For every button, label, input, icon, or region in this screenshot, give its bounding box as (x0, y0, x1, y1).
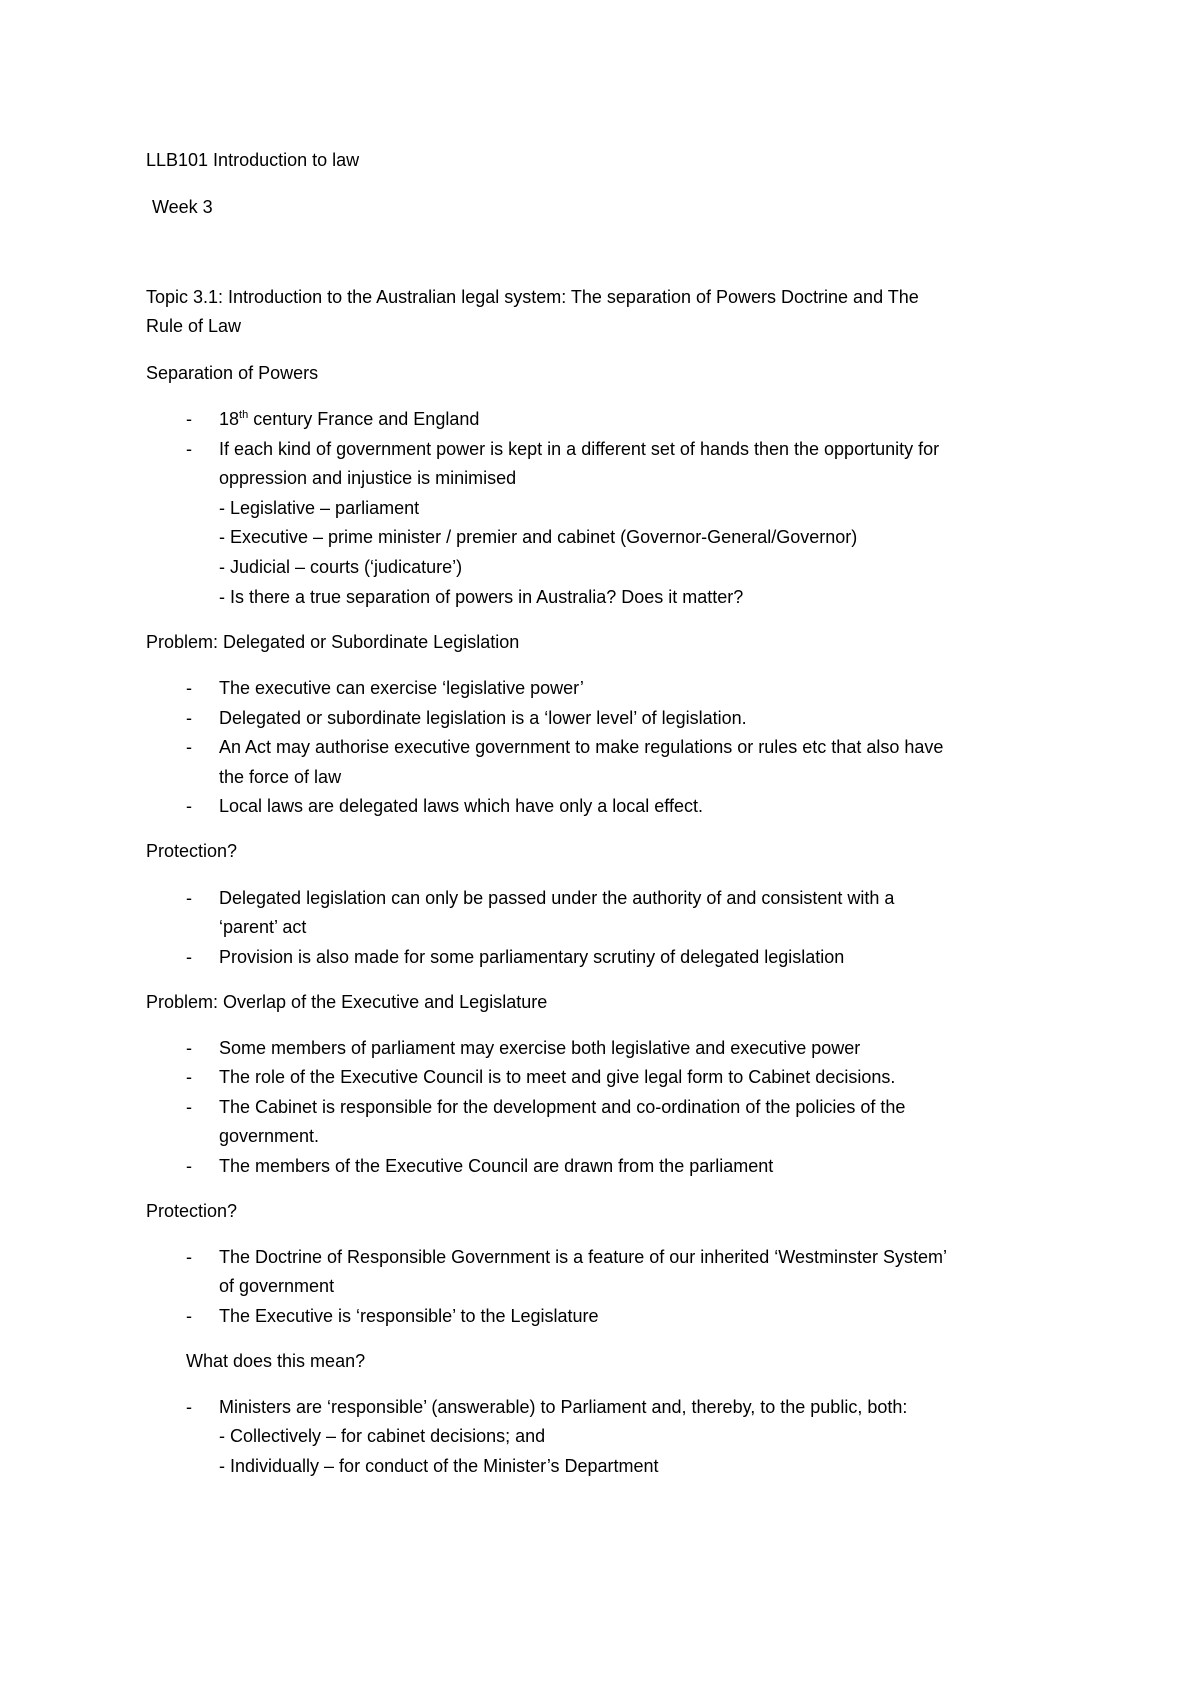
bullet-text: The Doctrine of Responsible Government is a feature of our inherited ‘Westminster System’ (219, 1247, 947, 1267)
sub-item: - Collectively – for cabinet decisions; and (219, 1426, 546, 1446)
bullet-text-continued: oppression and injustice is minimised (219, 468, 517, 488)
section-heading-protection-2: Protection? (146, 1201, 238, 1221)
bullet-text: Delegated or subordinate legislation is a ‘lower level’ of legislation. (219, 708, 747, 728)
bullet-text: Some members of parliament may exercise both legislative and executive power (219, 1038, 861, 1058)
bullet-dash: - (186, 1038, 192, 1058)
bullet-dash: - (186, 1397, 192, 1417)
bullet-dash: - (186, 1306, 192, 1326)
bullet-dash: - (186, 737, 192, 757)
sub-item: - Is there a true separation of powers in Australia? Does it matter? (219, 587, 744, 607)
bullet-dash: - (186, 1067, 192, 1087)
bullet-dash: - (186, 708, 192, 728)
topic-heading-line2: Rule of Law (146, 316, 242, 336)
section-heading-problem-overlap: Problem: Overlap of the Executive and Legislature (146, 992, 548, 1012)
bullet-dash: - (186, 678, 192, 698)
bullet-dash: - (186, 1097, 192, 1117)
bullet-text-continued: ‘parent’ act (219, 917, 307, 937)
week-label: Week 3 (152, 197, 213, 217)
sub-item: - Individually – for conduct of the Minister’s Department (219, 1456, 659, 1476)
bullet-dash: - (186, 1247, 192, 1267)
bullet-text: Provision is also made for some parliamentary scrutiny of delegated legislation (219, 947, 845, 967)
bullet-text: The Cabinet is responsible for the development and co-ordination of the policies of the (219, 1097, 906, 1117)
bullet-dash: - (186, 439, 192, 459)
bullet-text: An Act may authorise executive government to make regulations or rules etc that also have (219, 737, 944, 757)
bullet-text: If each kind of government power is kept in a different set of hands then the opportunity for (219, 439, 940, 459)
course-title: LLB101 Introduction to law (146, 150, 360, 170)
sub-item: - Legislative – parliament (219, 498, 420, 518)
bullet-text-continued: government. (219, 1126, 320, 1146)
bullet-text-continued: the force of law (219, 767, 342, 787)
bullet-text: Delegated legislation can only be passed under the authority of and consistent with a (219, 888, 895, 908)
bullet-text-continued: of government (219, 1276, 335, 1296)
bullet-text: The role of the Executive Council is to meet and give legal form to Cabinet decisions. (219, 1067, 896, 1087)
sub-item: - Judicial – courts (‘judicature’) (219, 557, 463, 577)
topic-heading-line1: Topic 3.1: Introduction to the Australian legal system: The separation of Powers Doctrine and The (146, 287, 919, 307)
section-heading-problem-delegated: Problem: Delegated or Subordinate Legislation (146, 632, 520, 652)
sub-item: - Executive – prime minister / premier and cabinet (Governor-General/Governor) (219, 527, 858, 547)
section-heading-meaning: What does this mean? (186, 1351, 366, 1371)
bullet-text: The executive can exercise ‘legislative power’ (219, 678, 584, 698)
bullet-dash: - (186, 947, 192, 967)
section-heading-separation: Separation of Powers (146, 363, 319, 383)
bullet-text: 18th century France and England (219, 409, 480, 429)
bullet-text: The members of the Executive Council are drawn from the parliament (219, 1156, 774, 1176)
bullet-dash: - (186, 409, 192, 429)
bullet-dash: - (186, 888, 192, 908)
section-heading-protection-1: Protection? (146, 841, 238, 861)
bullet-dash: - (186, 1156, 192, 1176)
bullet-text: Ministers are ‘responsible’ (answerable) to Parliament and, thereby, to the public, both: (219, 1397, 908, 1417)
bullet-text: Local laws are delegated laws which have only a local effect. (219, 796, 703, 816)
bullet-text: The Executive is ‘responsible’ to the Legislature (219, 1306, 599, 1326)
bullet-dash: - (186, 796, 192, 816)
